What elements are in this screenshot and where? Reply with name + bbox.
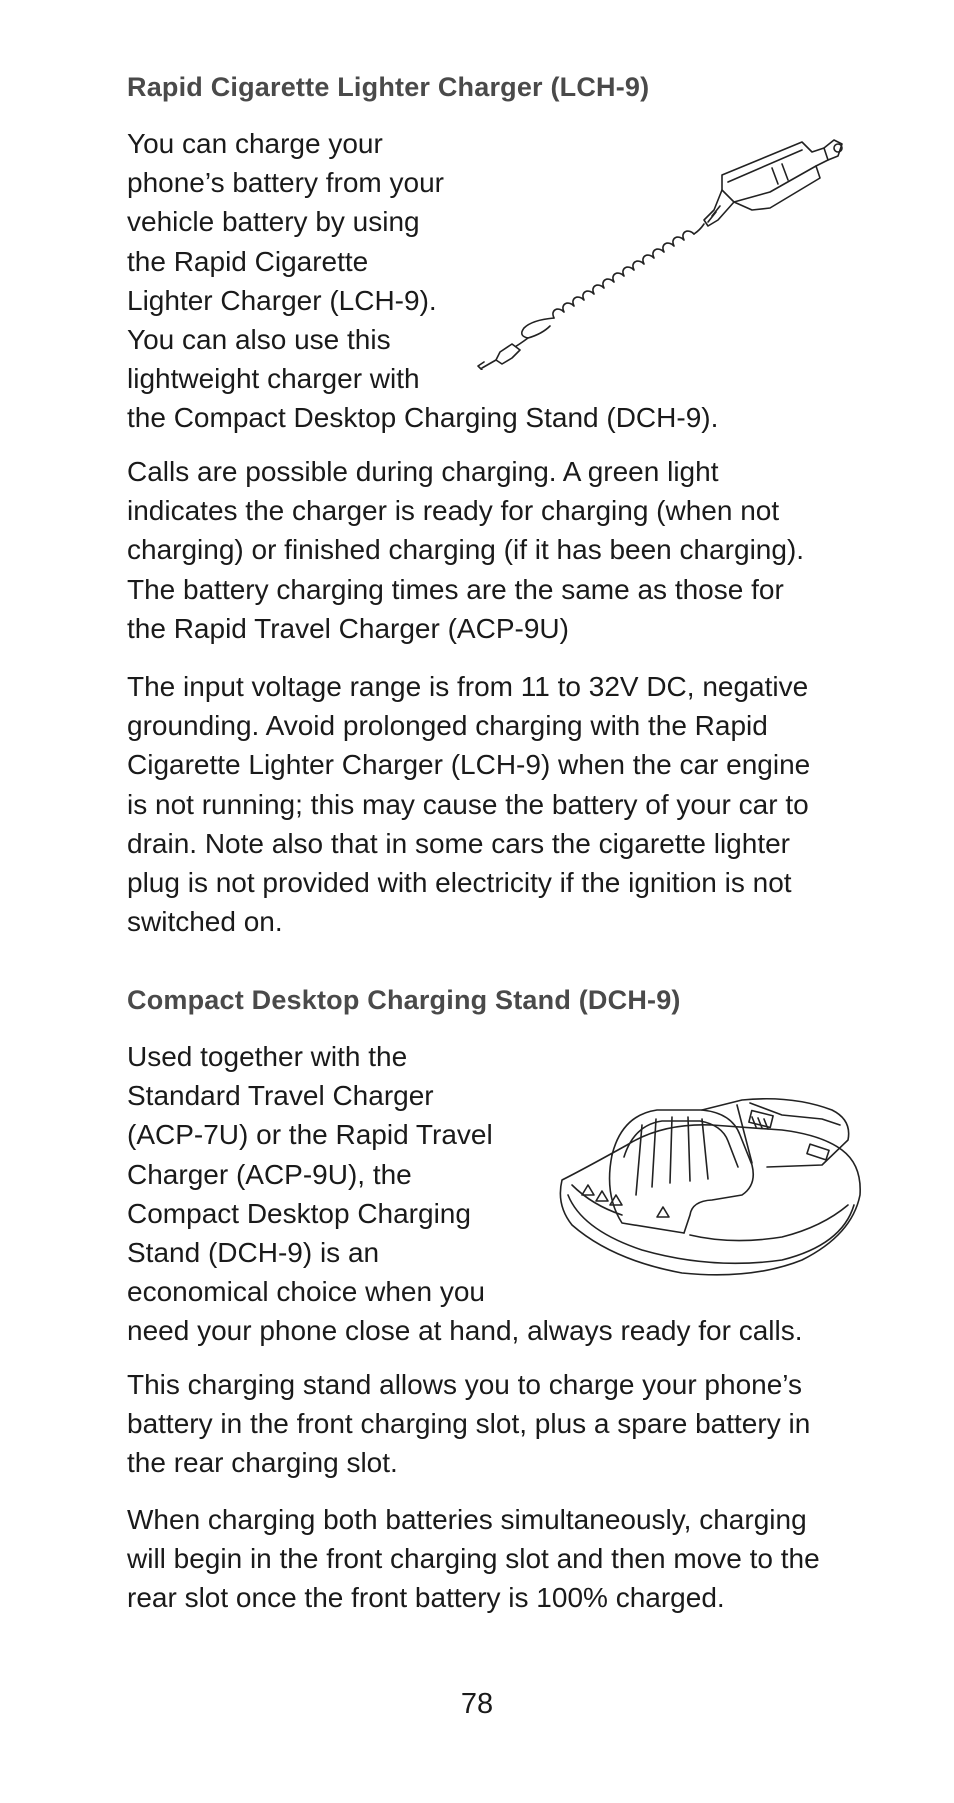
lch9-paragraph-2 [127, 667, 867, 941]
dch9-paragraph-2 [127, 1500, 867, 1618]
text-line: battery in the front charging slot, plus a spare battery in [127, 1408, 811, 1440]
text-line: Cigarette Lighter Charger (LCH-9) when the car engine [127, 749, 811, 781]
dch9-paragraph-1 [127, 1365, 867, 1483]
text-line: You can also use this [127, 323, 391, 355]
text-line: phone’s battery from your [127, 167, 444, 199]
text-line: (ACP-7U) or the Rapid Travel [127, 1119, 493, 1151]
page-number: 78 [460, 1688, 494, 1720]
text-line: indicates the charger is ready for charging (when not [127, 495, 780, 527]
text-line: the rear charging slot. [127, 1447, 398, 1479]
section-title-dch9: Compact Desktop Charging Stand (DCH-9) [127, 985, 681, 1015]
text-line: Used together with the [127, 1041, 408, 1072]
text-line: Calls are possible during charging. A green light [127, 456, 719, 487]
text-line: vehicle battery by using [127, 206, 420, 238]
text-line: switched on. [127, 906, 283, 938]
text-line: Stand (DCH-9) is an [127, 1236, 380, 1268]
text-line: the Rapid Travel Charger (ACP-9U) [127, 612, 569, 644]
text-line: charging) or finished charging (if it has been charging). [127, 534, 805, 566]
section-title-lch9: Rapid Cigarette Lighter Charger (LCH-9) [127, 72, 650, 102]
text-line: economical choice when you [127, 1276, 485, 1308]
lch9-paragraph-1 [127, 452, 867, 648]
text-line: grounding. Avoid prolonged charging with the Rapid [127, 710, 768, 742]
text-line: drain. Note also that in some cars the cigarette lighter [127, 827, 791, 859]
text-line: will begin in the front charging slot and then move to the [127, 1543, 820, 1575]
text-line: When charging both batteries simultaneously, charging [127, 1504, 807, 1535]
text-line: Charger (ACP-9U), the [127, 1158, 412, 1190]
text-line: The input voltage range is from 11 to 32V DC, negative [127, 671, 809, 702]
text-line: need your phone close at hand, always ready for calls. [127, 1315, 803, 1347]
text-line: the Compact Desktop Charging Stand (DCH-9). [127, 402, 719, 434]
text-line: plug is not provided with electricity if the ignition is not [127, 866, 792, 898]
text-line: Compact Desktop Charging [127, 1197, 471, 1229]
text-line: The battery charging times are the same as those for [127, 573, 784, 605]
text-line: lightweight charger with [127, 363, 420, 395]
cigarette-lighter-charger-illustration [472, 130, 852, 370]
text-line: This charging stand allows you to charge your phone’s [127, 1369, 802, 1400]
text-line: is not running; this may cause the battery of your car to [127, 788, 809, 820]
text-line: rear slot once the front battery is 100% charged. [127, 1582, 725, 1614]
desktop-charging-stand-illustration [552, 1055, 862, 1280]
text-line: the Rapid Cigarette [127, 245, 369, 277]
text-line: You can charge your [127, 128, 383, 159]
text-line: Standard Travel Charger [127, 1080, 434, 1112]
text-line: Lighter Charger (LCH-9). [127, 284, 437, 316]
